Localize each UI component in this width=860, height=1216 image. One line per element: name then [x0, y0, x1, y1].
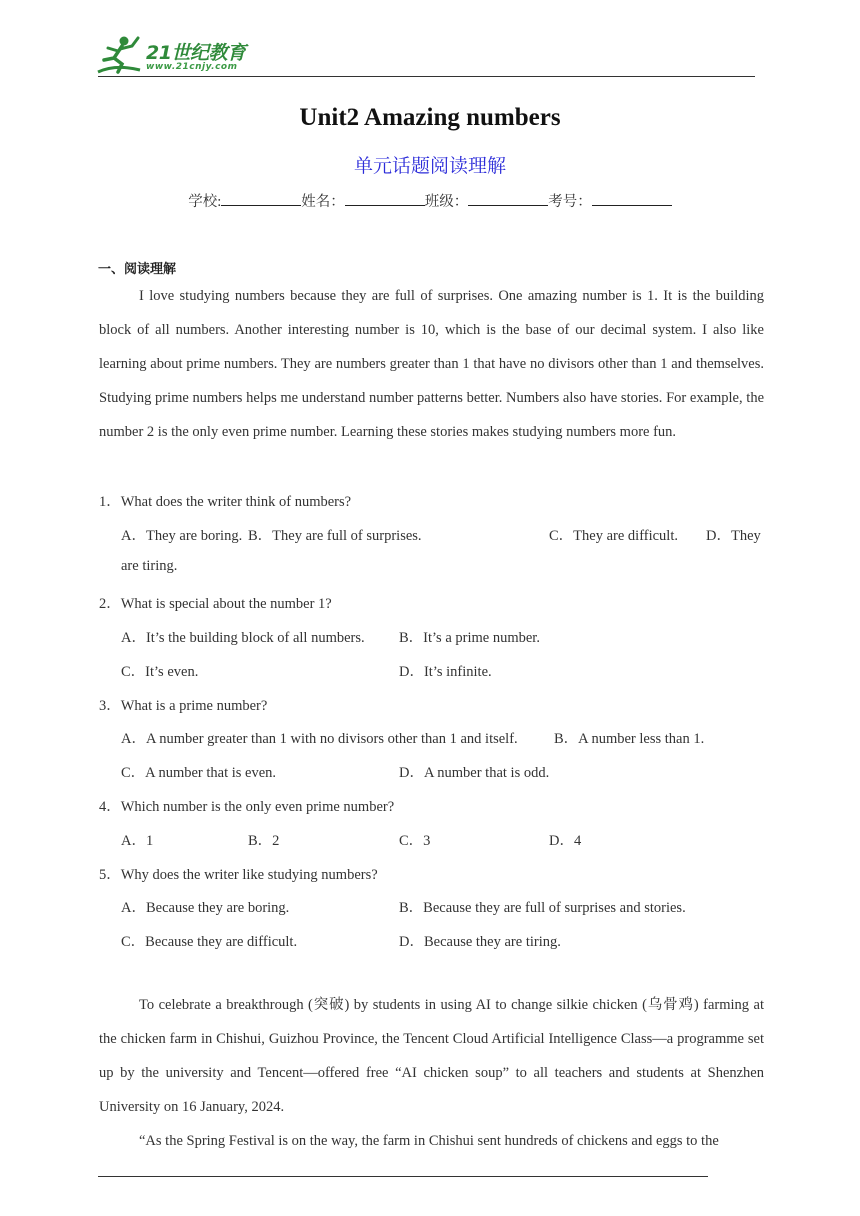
question-5-option-d[interactable]: D．Because they are tiring. [399, 934, 561, 950]
section-title: 一、阅读理解 [98, 262, 177, 277]
passage-2-paragraph-2: “As the Spring Festival is on the way, the farm in Chishui sent hundreds of chickens and eggs to the [139, 1133, 719, 1149]
school-label: 学校: [188, 194, 222, 210]
question-5-stem: 5．Why does the writer like studying numbers? [99, 867, 378, 883]
question-4-stem: 4．Which number is the only even prime number? [99, 799, 395, 815]
question-2-option-a[interactable]: A．It’s the building block of all numbers. [121, 630, 365, 646]
question-4-option-d[interactable]: D．4 [549, 833, 582, 849]
question-1-option-d[interactable]: D．They [706, 528, 761, 544]
question-2-stem: 2．What is special about the number 1? [99, 596, 332, 612]
question-4-option-b[interactable]: B．2 [248, 833, 280, 849]
header-divider [98, 76, 755, 77]
question-2-option-d[interactable]: D．It’s infinite. [399, 664, 492, 680]
question-3-option-d[interactable]: D．A number that is odd. [399, 765, 550, 781]
passage-1 [99, 279, 764, 449]
page-title: Unit2 Amazing numbers [299, 104, 561, 131]
question-1-option-b[interactable]: B．They are full of surprises. [248, 528, 422, 544]
question-4-option-a[interactable]: A．1 [121, 833, 154, 849]
question-2-option-c[interactable]: C．It’s even. [121, 664, 199, 680]
question-2-option-b[interactable]: B．It’s a prime number. [399, 630, 540, 646]
question-1-option-d-continued[interactable]: are tiring. [121, 558, 178, 574]
question-5-option-c[interactable]: C．Because they are difficult. [121, 934, 298, 950]
logo-text: 21世纪教育 [146, 42, 246, 64]
question-3-option-b[interactable]: B．A number less than 1. [554, 731, 705, 747]
question-3-option-c[interactable]: C．A number that is even. [121, 765, 277, 781]
passage-2 [99, 988, 764, 1158]
question-1-option-c[interactable]: C．They are difficult. [549, 528, 678, 544]
exam-number-label: 考号： [548, 194, 592, 210]
question-5-option-b[interactable]: B．Because they are full of surprises and stories. [399, 900, 686, 916]
question-1-option-a[interactable]: A．They are boring. [121, 528, 243, 544]
footer-divider [98, 1176, 708, 1177]
runner-logo-icon [94, 34, 146, 78]
question-5-option-a[interactable]: A．Because they are boring. [121, 900, 290, 916]
name-label: 姓名： [301, 194, 345, 210]
question-3-stem: 3．What is a prime number? [99, 698, 268, 714]
question-1-stem: 1．What does the writer think of numbers? [99, 494, 352, 510]
logo-url: www.21cnjy.com [146, 62, 238, 72]
passage-1-text: I love studying numbers because they are full of surprises. One amazing number is 1. It is the building block of all numbers. Another interesting number is 10, which is the base of our decimal system. I also like learning about prime numbers. They are numbers greater than 1 that have no divisors other than 1 and themselves. Studying prime numbers helps me understand number patterns better. Numbers also have stories. For example, the number 2 is the only even prime number. Learning these stories makes studying numbers more fun. [99, 288, 764, 440]
class-blank[interactable] [468, 193, 548, 206]
name-blank[interactable] [345, 193, 425, 206]
question-3-option-a[interactable]: A．A number greater than 1 with no divisors other than 1 and itself. [121, 731, 518, 747]
class-label: 班级： [424, 194, 469, 210]
site-logo [94, 34, 264, 78]
passage-2-paragraph-1: To celebrate a breakthrough (突破) by students in using AI to change silkie chicken (乌骨鸡) farming at the chicken farm in Chishui, Guizhou Province, the Tencent Cloud Artificial Intelligence Class—a programme set up by the university and Tencent—offered free “AI chicken soup” to all teachers and students at Shenzhen University on 16 January, 2024. [99, 997, 764, 1115]
page-subtitle: 单元话题阅读理解 [353, 155, 506, 177]
school-blank[interactable] [221, 193, 301, 206]
question-4-option-c[interactable]: C．3 [399, 833, 431, 849]
exam-number-blank[interactable] [592, 193, 672, 206]
student-info-line [0, 190, 860, 211]
